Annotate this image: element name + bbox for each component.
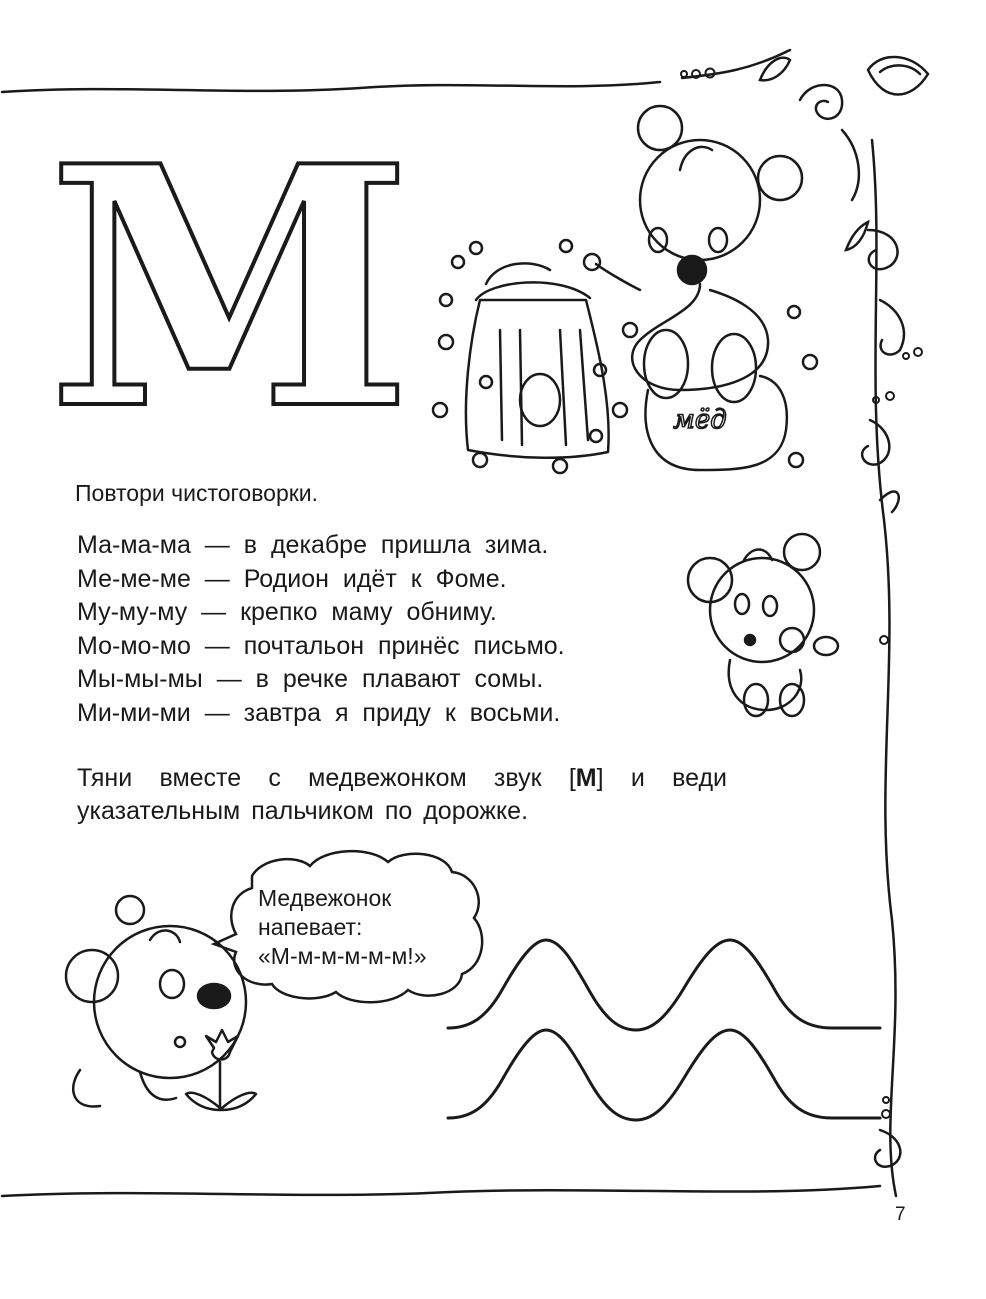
rhyme-line: Ми-ми-ми — завтра я приду к восьми. [77,698,561,727]
task-text-before: Тяни вместе с медвежонком звук [ [77,764,576,792]
instruction-text: Повтори чистоговорки. [75,480,319,506]
speech-line: «М-м-м-м-м-м!» [258,943,427,969]
stump-label: мёд [673,405,727,435]
wave-tracing-paths [448,940,880,1120]
bear-cub-singing-illustration [66,896,256,1110]
task-sound: М [575,764,597,792]
task-text-after: ] и веди указательным пальчиком по дорожке. [77,764,727,825]
border-dots [681,69,922,1119]
bear-with-hive-illustration [433,106,817,473]
rhyme-line: Ма-ма-ма — в декабре пришла зима. [77,531,549,559]
task-text [77,762,727,828]
rhyme-line: Мы-мы-мы — в речке плавают сомы. [77,665,544,693]
rhymes-list [77,529,565,730]
speech-line: напевает: [258,914,363,940]
speech-bubble-text [258,884,427,971]
rhyme-line: Ме-ме-ме — Родион идёт к Фоме. [77,564,507,593]
big-letter-outline: М [47,94,413,482]
page-number: 7 [895,1204,906,1225]
small-bear-with-bee-illustration [688,534,838,716]
rhyme-line: Му-му-му — крепко маму обниму. [77,598,497,626]
speech-line: Медвежонок [258,885,392,911]
rhyme-line: Мо-мо-мо — почтальон принёс письмо. [77,631,565,660]
